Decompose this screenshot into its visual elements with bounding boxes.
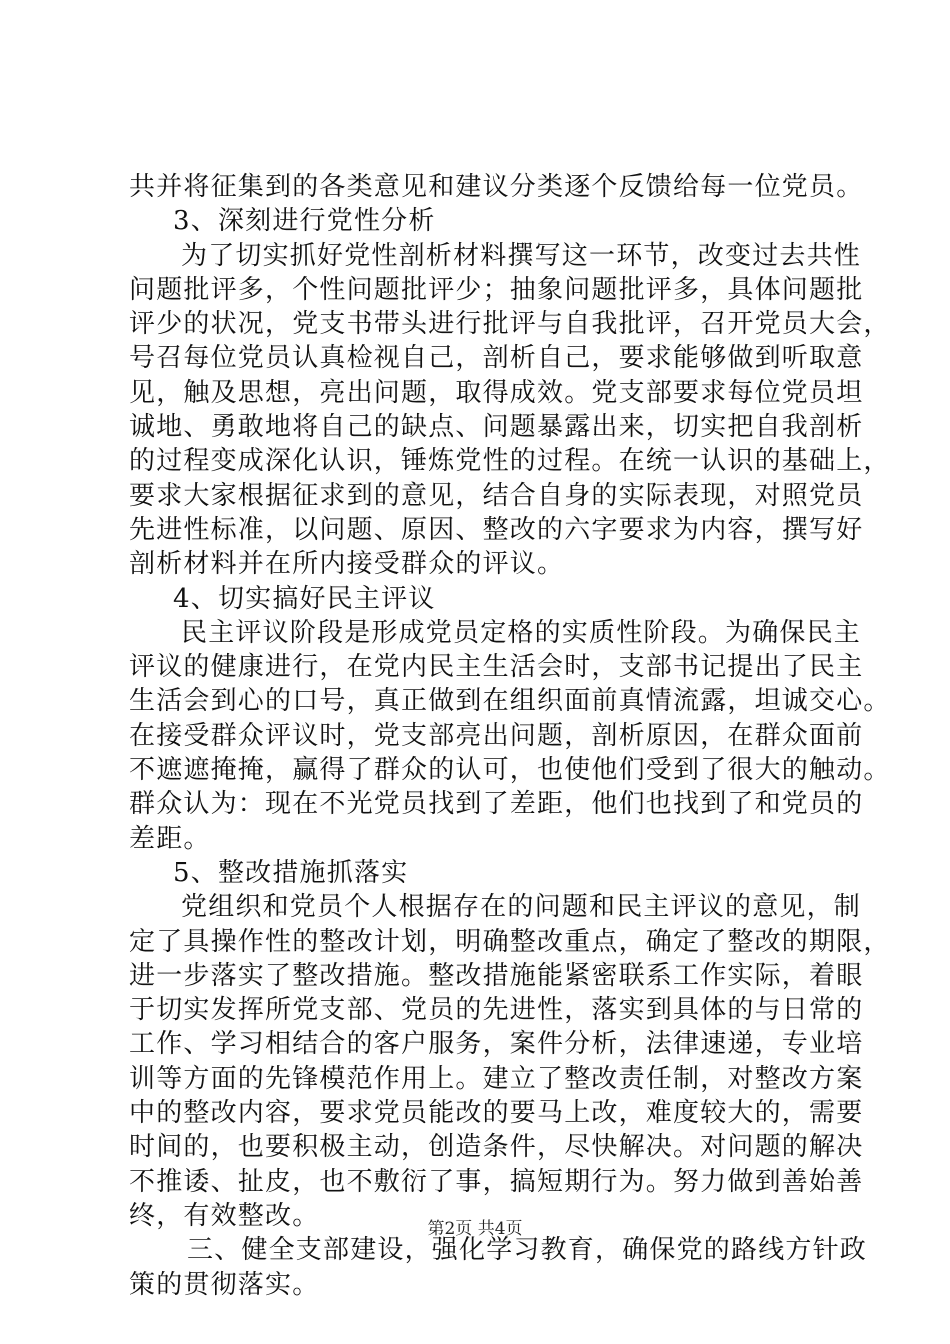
text-line: 终，有效整改。 (129, 1200, 320, 1231)
text-line: 不遮遮掩掩，赢得了群众的认可，也使他们受到了很大的触动。 (129, 755, 891, 786)
page-footer: 第2页 共4页 (427, 1219, 523, 1239)
text-line: 策的贯彻落实。 (129, 1269, 320, 1300)
section-heading: 5、整改措施抓落实 (173, 857, 409, 888)
text-line: 差距。 (129, 823, 211, 854)
text-line: 号召每位党员认真检视自己，剖析自己，要求能够做到听取意 (129, 343, 864, 374)
text-line: 群众认为：现在不光党员找到了差距，他们也找到了和党员的 (129, 789, 864, 820)
part-heading: 三、健全支部建设，强化学习教育，确保党的路线方针政 (187, 1235, 868, 1266)
text-line: 不推诿、扯皮，也不敷衍了事，搞短期行为。努力做到善始善 (129, 1166, 864, 1197)
text-line: 见，触及思想，亮出问题，取得成效。党支部要求每位党员坦 (129, 377, 864, 408)
text-line: 评议的健康进行，在党内民主生活会时，支部书记提出了民主 (129, 652, 864, 683)
text-line: 共并将征集到的各类意见和建议分类逐个反馈给每一位党员。 (129, 172, 864, 202)
text-line: 定了具操作性的整改计划，明确整改重点，确定了整改的期限， (129, 926, 891, 957)
text-line: 诚地、勇敢地将自己的缺点、问题暴露出来，切实把自我剖析 (129, 412, 864, 443)
text-line: 训等方面的先锋模范作用上。建立了整改责任制，对整改方案 (129, 1063, 864, 1094)
text-line: 党组织和党员个人根据存在的问题和民主评议的意见，制 (181, 892, 862, 923)
text-line: 评少的状况，党支书带头进行批评与自我批评，召开党员大会， (129, 309, 891, 340)
text-line: 于切实发挥所党支部、党员的先进性，落实到具体的与日常的 (129, 995, 864, 1026)
text-line: 剖析材料并在所内接受群众的评议。 (129, 549, 565, 580)
text-line: 问题批评多，个性问题批评少；抽象问题批评多，具体问题批 (129, 274, 864, 305)
text-line: 生活会到心的口号，真正做到在组织面前真情流露，坦诚交心。 (129, 686, 891, 717)
text-line: 工作、学习相结合的客户服务，案件分析，法律速递，专业培 (129, 1029, 864, 1060)
section-heading: 4、切实搞好民主评议 (173, 583, 436, 614)
text-line: 中的整改内容，要求党员能改的要马上改，难度较大的，需要 (129, 1098, 864, 1129)
text-line: 的过程变成深化认识，锤炼党性的过程。在统一认识的基础上， (129, 446, 891, 477)
text-line: 先进性标准，以问题、原因、整改的六字要求为内容，撰写好 (129, 514, 864, 545)
section-heading: 3、深刻进行党性分析 (173, 206, 436, 237)
text-line: 在接受群众评议时，党支部亮出问题，剖析原因，在群众面前 (129, 720, 864, 751)
text-line: 民主评议阶段是形成党员定格的实质性阶段。为确保民主 (181, 617, 862, 648)
text-line: 为了切实抓好党性剖析材料撰写这一环节，改变过去共性 (181, 240, 862, 271)
text-line: 要求大家根据征求到的意见，结合自身的实际表现，对照党员 (129, 480, 864, 511)
text-line: 时间的，也要积极主动，创造条件，尽快解决。对问题的解决 (129, 1132, 864, 1163)
text-line: 进一步落实了整改措施。整改措施能紧密联系工作实际，着眼 (129, 960, 864, 991)
document-body (129, 170, 891, 1302)
